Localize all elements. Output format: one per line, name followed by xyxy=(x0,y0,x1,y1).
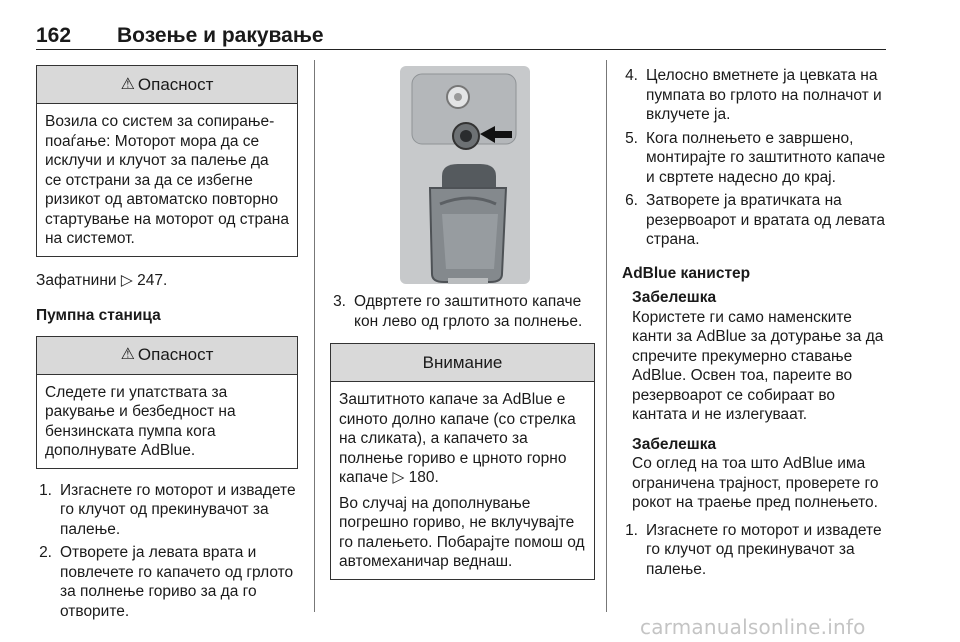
section-heading: AdBlue канистер xyxy=(622,264,751,282)
column-divider xyxy=(314,60,315,612)
warning-triangle-icon: ⚠ xyxy=(120,75,135,93)
step-text: Целосно вметнете ја цевката на пумпата во грлото на полначот и вклучете ја. xyxy=(646,67,882,123)
column-3 xyxy=(622,50,890,579)
note-text: Користете ги само наменските канти за AdBlue за дотурање за да спречите прекумерно ставање AdBlue. Освен тоа, пареите во резервоарот се собираат во кантата и не излегуваат. xyxy=(632,308,884,423)
note-block xyxy=(632,288,890,425)
notice-box-body xyxy=(331,382,594,579)
step-text: Кога полнењето е завршено, монтирајте го заштитното капаче и свртете надесно до крај. xyxy=(646,129,886,186)
notice-text: Во случај на дополнување погрешно гориво, не вклучувајте го палењето. Побарајте помош од автомеханичар веднаш. xyxy=(339,494,585,570)
danger-box xyxy=(36,65,298,257)
danger-label: Опасност xyxy=(137,345,214,365)
column-divider xyxy=(606,60,607,612)
page-ref-triangle-icon: ▷ xyxy=(120,271,133,289)
step-text: Отворете ја левата врата и повлечете го капачето од грлото за полнење гориво за да го отворите. xyxy=(60,544,294,620)
step-list xyxy=(330,292,595,331)
notice-box-header xyxy=(331,344,594,382)
list-item xyxy=(622,66,890,125)
note-text: Со оглед на тоа што AdBlue има ограничена трајност, проверете го рокот на траење пред полнењето. xyxy=(632,455,879,511)
step-text: Изгаснете го моторот и извадете го клучот од прекинувачот за палење. xyxy=(60,481,296,538)
step-text: Одвртете го заштитното капаче кон лево од грлото за полнење. xyxy=(354,293,583,330)
notice-label: Внимание xyxy=(422,352,503,372)
danger-box-body xyxy=(37,375,297,468)
warning-triangle-icon: ⚠ xyxy=(120,346,135,364)
notice-text xyxy=(339,390,586,488)
step-number: 1. xyxy=(39,481,52,499)
step-number: 2. xyxy=(39,544,52,561)
step-number: 3. xyxy=(333,293,346,310)
step-number: 5. xyxy=(625,129,638,147)
reference-text: Зафатнини xyxy=(36,271,117,289)
note-block xyxy=(632,435,890,513)
danger-box-body xyxy=(37,104,297,256)
step-list xyxy=(622,521,890,580)
note-label: Забелешка xyxy=(632,435,717,453)
list-item xyxy=(622,191,890,250)
column-2 xyxy=(330,50,595,580)
filler-neck-illustration xyxy=(330,64,595,284)
note-label: Забелешка xyxy=(632,289,717,306)
filler-cap-photo xyxy=(330,64,595,284)
page-header xyxy=(36,18,886,50)
danger-box-header xyxy=(37,66,297,104)
danger-text: Следете ги упатствата за ракување и безбедност на бензинската пумпа кога дополнувате AdBlue. xyxy=(45,383,236,459)
danger-box xyxy=(36,336,298,469)
danger-box-header xyxy=(37,337,297,375)
step-text: Изгаснете го моторот и извадете го клучот од прекинувачот за палење. xyxy=(646,521,882,578)
step-number: 6. xyxy=(625,192,638,209)
step-list xyxy=(36,481,298,622)
watermark: carmanualsonline.info xyxy=(640,615,866,639)
danger-label: Опасност xyxy=(137,74,214,94)
reference-page[interactable]: 180. xyxy=(408,469,439,486)
list-item xyxy=(622,129,890,188)
step-number: 1. xyxy=(625,521,638,539)
list-item xyxy=(330,292,595,331)
step-text: Затворете ја вратичката на резервоарот и вратата од левата страна. xyxy=(646,192,886,248)
page-reference[interactable] xyxy=(36,271,298,291)
list-item xyxy=(622,521,890,580)
section-heading: Пумпна станица xyxy=(36,307,161,324)
column-1 xyxy=(36,50,298,621)
danger-text: Возила со систем за сопирање-поаѓање: Моторот мора да се исклучи и клучот за палење да се отстрани за да се избегне ризикот од автоматско повторно стартување на моторот од страна на системот. xyxy=(45,113,289,247)
notice-box xyxy=(330,343,595,580)
chapter-title: Возење и ракување xyxy=(117,24,324,47)
notice-text-main: Заштитното капаче за AdBlue е синото долно капаче (со стрелка на сликата), а капачето за полнење гориво е црното горно капаче xyxy=(339,391,576,486)
list-item xyxy=(36,481,298,540)
list-item xyxy=(36,543,298,621)
page-number: 162 xyxy=(36,24,72,47)
step-number: 4. xyxy=(625,67,638,84)
reference-page: 247. xyxy=(137,271,168,289)
step-list xyxy=(622,66,890,250)
page-ref-triangle-icon: ▷ xyxy=(392,469,405,486)
